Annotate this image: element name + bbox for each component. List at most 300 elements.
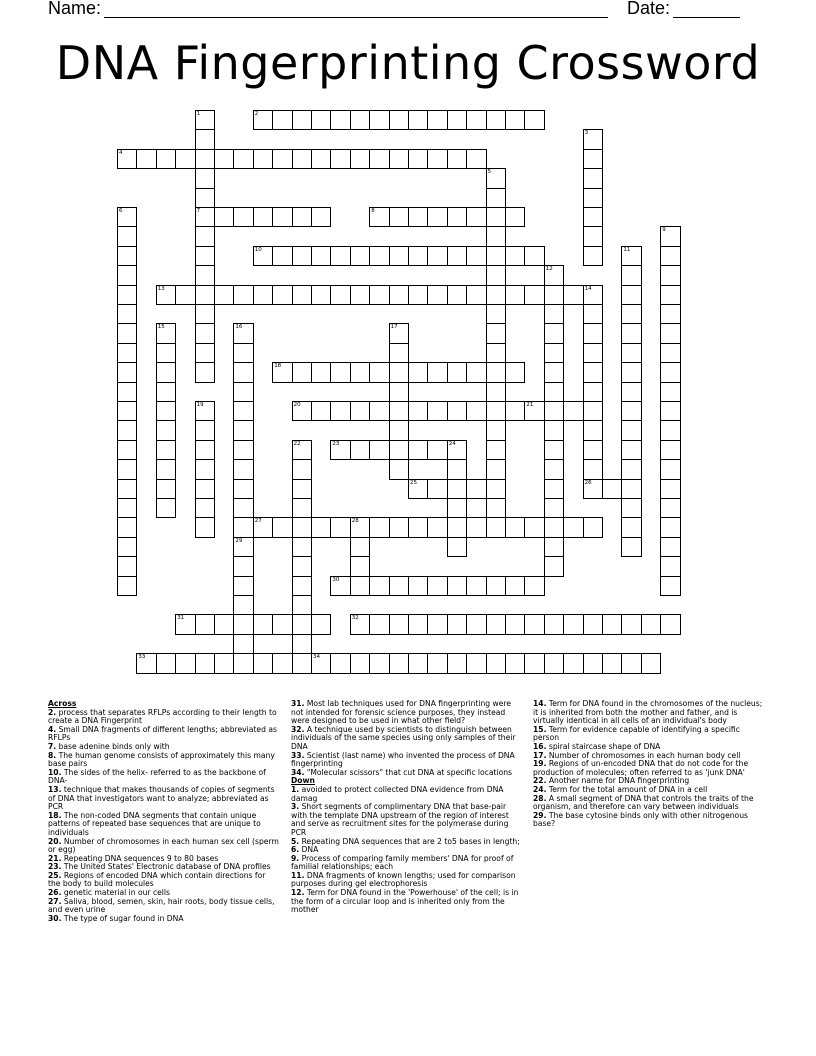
grid-cell[interactable] [466, 576, 486, 596]
grid-cell[interactable] [427, 246, 447, 266]
grid-cell[interactable] [311, 653, 331, 673]
grid-cell[interactable] [369, 285, 389, 305]
grid-cell[interactable] [233, 459, 253, 479]
grid-cell[interactable] [292, 517, 312, 537]
grid-cell[interactable] [233, 614, 253, 634]
grid-cell[interactable] [447, 498, 467, 518]
grid-cell[interactable] [195, 110, 215, 130]
grid-cell[interactable] [369, 517, 389, 537]
grid-cell[interactable] [195, 246, 215, 266]
grid-cell[interactable] [427, 440, 447, 460]
grid-cell[interactable] [117, 226, 137, 246]
grid-cell[interactable] [660, 304, 680, 324]
grid-cell[interactable] [486, 498, 506, 518]
grid-cell[interactable] [505, 401, 525, 421]
grid-cell[interactable] [195, 188, 215, 208]
grid-cell[interactable] [156, 323, 176, 343]
grid-cell[interactable] [117, 498, 137, 518]
grid-cell[interactable] [447, 479, 467, 499]
grid-cell[interactable] [408, 653, 428, 673]
grid-cell[interactable] [408, 614, 428, 634]
grid-cell[interactable] [427, 614, 447, 634]
grid-cell[interactable] [214, 653, 234, 673]
grid-cell[interactable] [292, 479, 312, 499]
grid-cell[interactable] [486, 420, 506, 440]
grid-cell[interactable] [117, 149, 137, 169]
grid-cell[interactable] [447, 207, 467, 227]
grid-cell[interactable] [583, 188, 603, 208]
grid-cell[interactable] [233, 634, 253, 654]
grid-cell[interactable] [292, 207, 312, 227]
grid-cell[interactable] [117, 265, 137, 285]
grid-cell[interactable] [602, 614, 622, 634]
grid-cell[interactable] [544, 362, 564, 382]
grid-cell[interactable] [583, 517, 603, 537]
grid-cell[interactable] [544, 498, 564, 518]
grid-cell[interactable] [544, 323, 564, 343]
grid-cell[interactable] [117, 362, 137, 382]
grid-cell[interactable] [350, 614, 370, 634]
grid-cell[interactable] [311, 614, 331, 634]
grid-cell[interactable] [117, 382, 137, 402]
grid-cell[interactable] [311, 517, 331, 537]
grid-cell[interactable] [408, 285, 428, 305]
grid-cell[interactable] [272, 517, 292, 537]
grid-cell[interactable] [233, 323, 253, 343]
grid-cell[interactable] [621, 323, 641, 343]
grid-cell[interactable] [544, 459, 564, 479]
grid-cell[interactable] [369, 149, 389, 169]
grid-cell[interactable] [544, 304, 564, 324]
grid-cell[interactable] [117, 420, 137, 440]
grid-cell[interactable] [427, 479, 447, 499]
grid-cell[interactable] [447, 285, 467, 305]
grid-cell[interactable] [660, 517, 680, 537]
grid-cell[interactable] [292, 537, 312, 557]
grid-cell[interactable] [621, 537, 641, 557]
grid-cell[interactable] [195, 207, 215, 227]
grid-cell[interactable] [292, 576, 312, 596]
grid-cell[interactable] [486, 343, 506, 363]
grid-cell[interactable] [621, 498, 641, 518]
grid-cell[interactable] [486, 440, 506, 460]
grid-cell[interactable] [427, 401, 447, 421]
grid-cell[interactable] [233, 420, 253, 440]
grid-cell[interactable] [311, 362, 331, 382]
grid-cell[interactable] [660, 576, 680, 596]
grid-cell[interactable] [272, 246, 292, 266]
grid-cell[interactable] [660, 498, 680, 518]
grid-cell[interactable] [621, 517, 641, 537]
grid-cell[interactable] [486, 362, 506, 382]
grid-cell[interactable] [330, 517, 350, 537]
grid-cell[interactable] [233, 556, 253, 576]
grid-cell[interactable] [292, 634, 312, 654]
grid-cell[interactable] [447, 440, 467, 460]
grid-cell[interactable] [621, 382, 641, 402]
grid-cell[interactable] [156, 420, 176, 440]
grid-cell[interactable] [175, 614, 195, 634]
grid-cell[interactable] [524, 517, 544, 537]
grid-cell[interactable] [486, 265, 506, 285]
grid-cell[interactable] [117, 537, 137, 557]
grid-cell[interactable] [195, 498, 215, 518]
grid-cell[interactable] [544, 440, 564, 460]
grid-cell[interactable] [563, 401, 583, 421]
grid-cell[interactable] [350, 110, 370, 130]
grid-cell[interactable] [272, 207, 292, 227]
grid-cell[interactable] [621, 285, 641, 305]
grid-cell[interactable] [447, 576, 467, 596]
grid-cell[interactable] [369, 653, 389, 673]
grid-cell[interactable] [505, 246, 525, 266]
grid-cell[interactable] [660, 285, 680, 305]
grid-cell[interactable] [408, 110, 428, 130]
grid-cell[interactable] [660, 323, 680, 343]
grid-cell[interactable] [544, 401, 564, 421]
grid-cell[interactable] [233, 498, 253, 518]
grid-cell[interactable] [427, 576, 447, 596]
grid-cell[interactable] [195, 129, 215, 149]
grid-cell[interactable] [389, 614, 409, 634]
grid-cell[interactable] [214, 285, 234, 305]
grid-cell[interactable] [233, 362, 253, 382]
grid-cell[interactable] [524, 110, 544, 130]
grid-cell[interactable] [369, 207, 389, 227]
grid-cell[interactable] [621, 265, 641, 285]
grid-cell[interactable] [466, 246, 486, 266]
grid-cell[interactable] [195, 226, 215, 246]
grid-cell[interactable] [486, 285, 506, 305]
grid-cell[interactable] [621, 440, 641, 460]
grid-cell[interactable] [311, 285, 331, 305]
grid-cell[interactable] [408, 362, 428, 382]
grid-cell[interactable] [195, 149, 215, 169]
grid-cell[interactable] [156, 285, 176, 305]
grid-cell[interactable] [330, 285, 350, 305]
grid-cell[interactable] [505, 362, 525, 382]
grid-cell[interactable] [466, 479, 486, 499]
grid-cell[interactable] [466, 653, 486, 673]
grid-cell[interactable] [583, 459, 603, 479]
grid-cell[interactable] [117, 343, 137, 363]
grid-cell[interactable] [427, 653, 447, 673]
grid-cell[interactable] [583, 285, 603, 305]
grid-cell[interactable] [427, 362, 447, 382]
grid-cell[interactable] [233, 576, 253, 596]
grid-cell[interactable] [486, 653, 506, 673]
grid-cell[interactable] [253, 149, 273, 169]
grid-cell[interactable] [350, 246, 370, 266]
grid-cell[interactable] [253, 517, 273, 537]
grid-cell[interactable] [330, 362, 350, 382]
grid-cell[interactable] [602, 653, 622, 673]
grid-cell[interactable] [233, 653, 253, 673]
grid-cell[interactable] [427, 207, 447, 227]
grid-cell[interactable] [505, 285, 525, 305]
grid-cell[interactable] [486, 517, 506, 537]
grid-cell[interactable] [389, 149, 409, 169]
grid-cell[interactable] [272, 149, 292, 169]
grid-cell[interactable] [524, 246, 544, 266]
grid-cell[interactable] [233, 537, 253, 557]
grid-cell[interactable] [486, 614, 506, 634]
grid-cell[interactable] [195, 459, 215, 479]
grid-cell[interactable] [117, 207, 137, 227]
grid-cell[interactable] [641, 653, 661, 673]
grid-cell[interactable] [389, 285, 409, 305]
grid-cell[interactable] [233, 207, 253, 227]
grid-cell[interactable] [583, 168, 603, 188]
grid-cell[interactable] [389, 576, 409, 596]
grid-cell[interactable] [544, 653, 564, 673]
grid-cell[interactable] [505, 576, 525, 596]
grid-cell[interactable] [389, 459, 409, 479]
grid-cell[interactable] [583, 226, 603, 246]
grid-cell[interactable] [583, 207, 603, 227]
grid-cell[interactable] [195, 614, 215, 634]
grid-cell[interactable] [486, 188, 506, 208]
grid-cell[interactable] [117, 576, 137, 596]
grid-cell[interactable] [505, 110, 525, 130]
grid-cell[interactable] [136, 653, 156, 673]
grid-cell[interactable] [621, 614, 641, 634]
grid-cell[interactable] [447, 246, 467, 266]
grid-cell[interactable] [214, 614, 234, 634]
grid-cell[interactable] [369, 362, 389, 382]
grid-cell[interactable] [563, 653, 583, 673]
grid-cell[interactable] [389, 653, 409, 673]
grid-cell[interactable] [621, 401, 641, 421]
grid-cell[interactable] [660, 226, 680, 246]
grid-cell[interactable] [195, 479, 215, 499]
grid-cell[interactable] [427, 285, 447, 305]
grid-cell[interactable] [660, 537, 680, 557]
grid-cell[interactable] [156, 362, 176, 382]
grid-cell[interactable] [486, 382, 506, 402]
grid-cell[interactable] [389, 440, 409, 460]
grid-cell[interactable] [292, 285, 312, 305]
grid-cell[interactable] [660, 246, 680, 266]
grid-cell[interactable] [486, 323, 506, 343]
grid-cell[interactable] [253, 653, 273, 673]
grid-cell[interactable] [583, 420, 603, 440]
grid-cell[interactable] [195, 401, 215, 421]
grid-cell[interactable] [350, 362, 370, 382]
grid-cell[interactable] [427, 149, 447, 169]
grid-cell[interactable] [195, 343, 215, 363]
grid-cell[interactable] [486, 479, 506, 499]
grid-cell[interactable] [389, 382, 409, 402]
grid-cell[interactable] [660, 556, 680, 576]
grid-cell[interactable] [660, 362, 680, 382]
grid-cell[interactable] [544, 420, 564, 440]
grid-cell[interactable] [544, 343, 564, 363]
grid-cell[interactable] [233, 401, 253, 421]
grid-cell[interactable] [175, 149, 195, 169]
grid-cell[interactable] [427, 110, 447, 130]
grid-cell[interactable] [195, 653, 215, 673]
grid-cell[interactable] [117, 440, 137, 460]
grid-cell[interactable] [486, 401, 506, 421]
grid-cell[interactable] [466, 110, 486, 130]
grid-cell[interactable] [156, 343, 176, 363]
grid-cell[interactable] [486, 459, 506, 479]
grid-cell[interactable] [544, 556, 564, 576]
grid-cell[interactable] [466, 614, 486, 634]
grid-cell[interactable] [350, 440, 370, 460]
grid-cell[interactable] [583, 382, 603, 402]
grid-cell[interactable] [292, 653, 312, 673]
grid-cell[interactable] [292, 556, 312, 576]
grid-cell[interactable] [447, 149, 467, 169]
grid-cell[interactable] [330, 653, 350, 673]
grid-cell[interactable] [369, 110, 389, 130]
grid-cell[interactable] [466, 401, 486, 421]
grid-cell[interactable] [563, 285, 583, 305]
grid-cell[interactable] [621, 246, 641, 266]
grid-cell[interactable] [389, 362, 409, 382]
grid-cell[interactable] [389, 401, 409, 421]
grid-cell[interactable] [583, 401, 603, 421]
grid-cell[interactable] [583, 129, 603, 149]
grid-cell[interactable] [486, 207, 506, 227]
grid-cell[interactable] [583, 653, 603, 673]
grid-cell[interactable] [583, 323, 603, 343]
grid-cell[interactable] [292, 459, 312, 479]
grid-cell[interactable] [369, 440, 389, 460]
grid-cell[interactable] [233, 382, 253, 402]
grid-cell[interactable] [253, 614, 273, 634]
grid-cell[interactable] [486, 304, 506, 324]
grid-cell[interactable] [292, 440, 312, 460]
grid-cell[interactable] [233, 595, 253, 615]
grid-cell[interactable] [156, 382, 176, 402]
grid-cell[interactable] [117, 401, 137, 421]
grid-cell[interactable] [486, 168, 506, 188]
grid-cell[interactable] [660, 459, 680, 479]
grid-cell[interactable] [195, 265, 215, 285]
grid-cell[interactable] [330, 576, 350, 596]
grid-cell[interactable] [117, 246, 137, 266]
grid-cell[interactable] [272, 614, 292, 634]
grid-cell[interactable] [117, 285, 137, 305]
grid-cell[interactable] [447, 459, 467, 479]
grid-cell[interactable] [544, 517, 564, 537]
grid-cell[interactable] [350, 149, 370, 169]
grid-cell[interactable] [408, 246, 428, 266]
grid-cell[interactable] [389, 343, 409, 363]
grid-cell[interactable] [311, 246, 331, 266]
grid-cell[interactable] [505, 653, 525, 673]
grid-cell[interactable] [195, 362, 215, 382]
grid-cell[interactable] [466, 362, 486, 382]
grid-cell[interactable] [466, 517, 486, 537]
grid-cell[interactable] [253, 110, 273, 130]
grid-cell[interactable] [447, 537, 467, 557]
grid-cell[interactable] [292, 614, 312, 634]
grid-cell[interactable] [621, 362, 641, 382]
grid-cell[interactable] [544, 537, 564, 557]
grid-cell[interactable] [583, 246, 603, 266]
grid-cell[interactable] [330, 440, 350, 460]
grid-cell[interactable] [389, 207, 409, 227]
grid-cell[interactable] [486, 110, 506, 130]
grid-cell[interactable] [330, 110, 350, 130]
grid-cell[interactable] [583, 149, 603, 169]
grid-cell[interactable] [583, 440, 603, 460]
grid-cell[interactable] [117, 459, 137, 479]
grid-cell[interactable] [447, 362, 467, 382]
grid-cell[interactable] [505, 207, 525, 227]
grid-cell[interactable] [660, 420, 680, 440]
grid-cell[interactable] [253, 285, 273, 305]
grid-cell[interactable] [524, 401, 544, 421]
grid-cell[interactable] [563, 517, 583, 537]
grid-cell[interactable] [233, 149, 253, 169]
grid-cell[interactable] [427, 517, 447, 537]
grid-cell[interactable] [156, 479, 176, 499]
grid-cell[interactable] [350, 537, 370, 557]
grid-cell[interactable] [292, 498, 312, 518]
grid-cell[interactable] [466, 149, 486, 169]
grid-cell[interactable] [447, 517, 467, 537]
grid-cell[interactable] [156, 440, 176, 460]
grid-cell[interactable] [117, 323, 137, 343]
grid-cell[interactable] [369, 576, 389, 596]
grid-cell[interactable] [389, 246, 409, 266]
grid-cell[interactable] [214, 207, 234, 227]
grid-cell[interactable] [369, 246, 389, 266]
grid-cell[interactable] [117, 556, 137, 576]
grid-cell[interactable] [233, 479, 253, 499]
grid-cell[interactable] [389, 323, 409, 343]
grid-cell[interactable] [136, 149, 156, 169]
grid-cell[interactable] [330, 401, 350, 421]
grid-cell[interactable] [350, 517, 370, 537]
grid-cell[interactable] [117, 304, 137, 324]
grid-cell[interactable] [621, 653, 641, 673]
grid-cell[interactable] [369, 614, 389, 634]
grid-cell[interactable] [311, 207, 331, 227]
grid-cell[interactable] [117, 479, 137, 499]
grid-cell[interactable] [408, 517, 428, 537]
grid-cell[interactable] [660, 401, 680, 421]
grid-cell[interactable] [214, 149, 234, 169]
grid-cell[interactable] [195, 285, 215, 305]
grid-cell[interactable] [660, 343, 680, 363]
grid-cell[interactable] [602, 479, 622, 499]
grid-cell[interactable] [292, 149, 312, 169]
grid-cell[interactable] [408, 149, 428, 169]
grid-cell[interactable] [583, 343, 603, 363]
grid-cell[interactable] [350, 401, 370, 421]
grid-cell[interactable] [486, 226, 506, 246]
grid-cell[interactable] [350, 576, 370, 596]
grid-cell[interactable] [272, 362, 292, 382]
grid-cell[interactable] [621, 304, 641, 324]
grid-cell[interactable] [389, 110, 409, 130]
grid-cell[interactable] [195, 304, 215, 324]
grid-cell[interactable] [544, 265, 564, 285]
grid-cell[interactable] [195, 323, 215, 343]
grid-cell[interactable] [408, 576, 428, 596]
grid-cell[interactable] [350, 556, 370, 576]
grid-cell[interactable] [466, 207, 486, 227]
grid-cell[interactable] [466, 285, 486, 305]
grid-cell[interactable] [389, 420, 409, 440]
grid-cell[interactable] [583, 614, 603, 634]
